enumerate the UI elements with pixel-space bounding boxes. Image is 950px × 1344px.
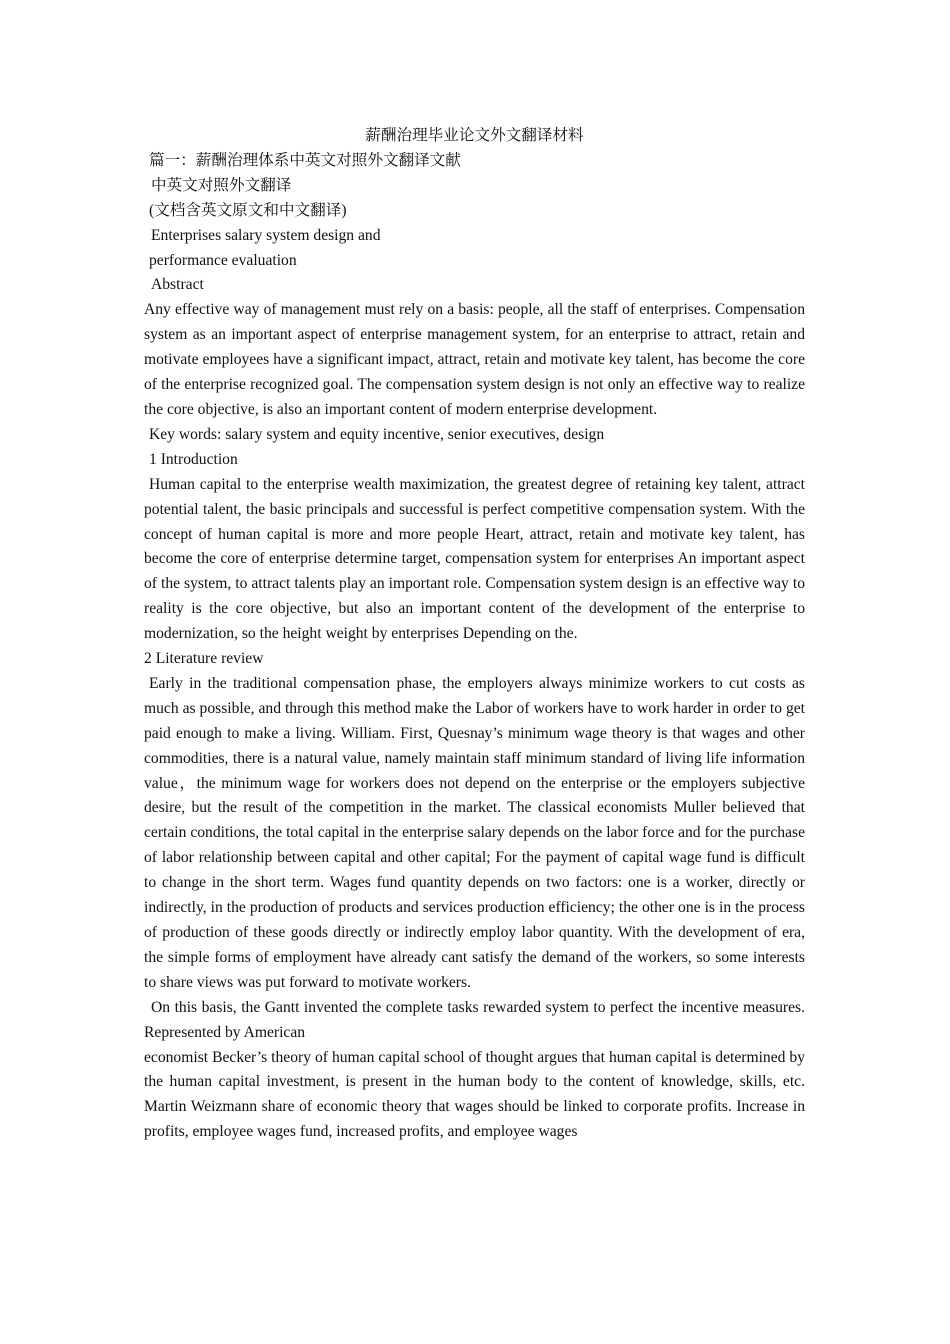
section-2-paragraph-2: On this basis, the Gantt invented the complete tasks rewarded system to perfect the incentive measures. Represented by American xyxy=(144,998,805,1041)
chapter-heading: 篇一：薪酬治理体系中英文对照外文翻译文献 xyxy=(149,151,461,169)
section-1-heading: 1 Introduction xyxy=(149,450,238,468)
section-2-paragraph-3: economist Becker’s theory of human capital school of thought argues that human capital is determined by the human capital investment, is present in the human body to the content of knowledge, skills, etc. Martin Weizmann share of economic theory that wages should be linked to corporate profits. Increase in profits, employee wages fund, increased profits, and employee wages xyxy=(144,1048,805,1141)
document-title: 薪酬治理毕业论文外文翻译材料 xyxy=(365,127,584,144)
section-2-paragraph-1: Early in the traditional compensation phase, the employers always minimize workers to cut costs as much as possible, and through this method make the Labor of workers have to work harder in order to get paid enough to make a living. William. First, Quesnay’s minimum wage theory is that wages and other commodities, there is a natural value, namely maintain staff minimum standard of living life information value，the minimum wage for workers does not depend on the enterprise or the employers subjective desire, but the result of the competition in the market. The classical economists Muller believed that certain conditions, the total capital in the enterprise salary depends on the labor force and for the purchase of labor relationship between capital and other capital; For the payment of capital wage fund is difficult to change in the short term. Wages fund quantity depends on two factors: one is a worker, directly or indirectly, in the production of products and services production efficiency; the other one is in the process of production of these goods directly or indirectly employ labor quantity. With the development of era, the simple forms of employment have already cant satisfy the demand of the workers, so some interests to share views was put forward to motivate workers. xyxy=(144,674,805,991)
document-body xyxy=(144,124,805,1145)
translation-note: (文档含英文原文和中文翻译) xyxy=(149,201,347,219)
english-title-line-2: performance evaluation xyxy=(149,251,297,269)
english-title-line-1: Enterprises salary system design and xyxy=(151,226,381,244)
abstract-paragraph: Any effective way of management must rely on a basis: people, all the staff of enterprises. Compensation system as an important aspect of enterprise management system, for an enterprise to attract, retain and motivate employees have a significant impact, attract, retain and motivate key talent, has become the core of the enterprise recognized goal. The compensation system design is not only an effective way to realize the core objective, is also an important content of modern enterprise development. xyxy=(144,301,805,418)
abstract-heading: Abstract xyxy=(151,276,204,294)
section-1-paragraph: Human capital to the enterprise wealth maximization, the greatest degree of retaining key talent, attract potential talent, the basic principals and successful is perfect competitive compensation system. With the concept of human capital is more and more people Heart, attract, retain and motivate key talent, has become the core of enterprise determine target, compensation system for enterprises An important aspect of the system, to attract talents play an important role. Compensation system design is an effective way to reality is the core objective, but also an important content of the development of the enterprise to modernization, so the height weight by enterprises Depending on the. xyxy=(144,475,805,643)
keywords-line: Key words: salary system and equity incentive, senior executives, design xyxy=(149,425,605,443)
section-2-heading: 2 Literature review xyxy=(144,650,264,668)
subtitle: 中英文对照外文翻译 xyxy=(151,176,292,194)
